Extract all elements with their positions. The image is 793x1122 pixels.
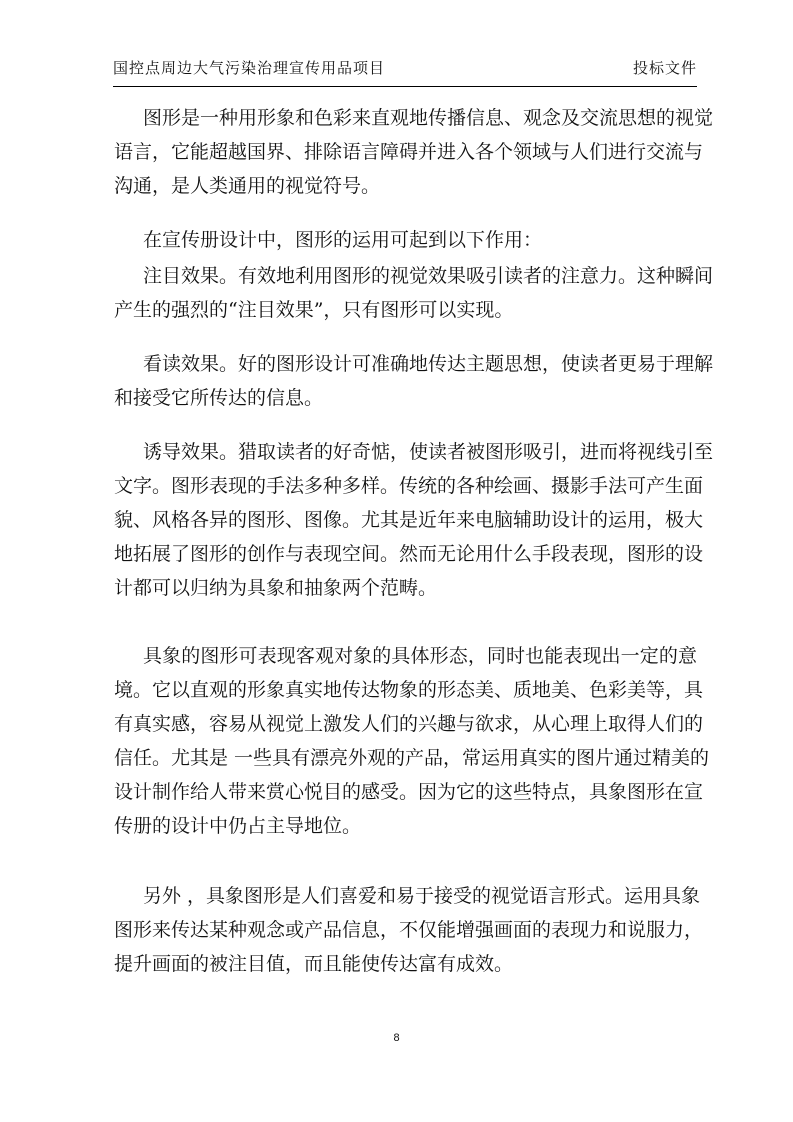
- paragraph: [114, 347, 714, 415]
- paragraph-line: 设计制作给人带来赏心悦目的感受。因为它的这些特点，具象图形在宣: [114, 781, 704, 803]
- paragraph-line: 提升画面的被注目值，而且能使传达富有成效。: [114, 953, 514, 975]
- paragraph: [114, 223, 697, 257]
- paragraph-line: 信任。尤其是 一些具有漂亮外观的产品，常运用真实的图片通过精美的: [114, 747, 710, 769]
- header-project-title: 国控点周边大气污染治理宣传用品项目: [113, 59, 386, 77]
- paragraph-line: 在宣传册设计中，图形的运用可起到以下作用：: [143, 229, 543, 251]
- paragraph: [114, 435, 714, 605]
- header-document-type: 投标文件: [632, 59, 697, 77]
- page-number: 8: [393, 1032, 400, 1044]
- paragraph-line: 诱导效果。猎取读者的好奇惦，使读者被图形吸引，进而将视线引至: [143, 441, 714, 463]
- paragraph-line: 具象的图形可表现客观对象的具体形态，同时也能表现出一定的意: [143, 645, 697, 667]
- paragraph-line: 计都可以归纳为具象和抽象两个范畴。: [114, 577, 438, 599]
- paragraph: [114, 879, 704, 981]
- paragraph-line: 地拓展了图形的创作与表现空间。然而无论用什么手段表现，图形的设: [114, 543, 704, 565]
- paragraph-line: 和接受它所传达的信息。: [114, 387, 324, 409]
- paragraph: [114, 639, 710, 843]
- paragraph-line: 文字。图形表现的手法多种多样。传统的各种绘画、摄影手法可产生面: [114, 475, 704, 497]
- header-rule: [113, 86, 697, 87]
- paragraph-line: 产生的强烈的“注目效果”，只有图形可以实现。: [114, 299, 514, 321]
- paragraph-line: 图形是一种用形象和色彩来直观地传播信息、观念及交流思想的视觉: [143, 107, 714, 129]
- paragraph-line: 貌、风格各异的图形、图像。尤其是近年来电脑辅助设计的运用，极大: [114, 509, 704, 531]
- paragraph-line: 传册的设计中仍占主导地位。: [114, 815, 362, 837]
- paragraph-line: 有真实感，容易从视觉上激发人们的兴趣与欲求，从心理上取得人们的: [114, 713, 704, 735]
- paragraph-line: 注目效果。有效地利用图形的视觉效果吸引读者的注意力。这种瞬间: [143, 265, 714, 287]
- paragraph-line: 图形来传达某种观念或产品信息，不仅能增强画面的表现力和说服力，: [114, 919, 704, 941]
- paragraph-line: 沟通，是人类通用的视觉符号。: [114, 175, 381, 197]
- paragraph-line: 另外 ，具象图形是人们喜爱和易于接受的视觉语言形式。运用具象: [143, 885, 701, 907]
- paragraph-line: 看读效果。好的图形设计可准确地传达主题思想，使读者更易于理解: [143, 353, 714, 375]
- paragraph: [114, 101, 714, 203]
- page-header: [113, 57, 697, 79]
- paragraph-line: 语言，它能超越国界、排除语言障碍并进入各个领域与人们进行交流与: [114, 141, 704, 163]
- paragraph-line: 境。它以直观的形象真实地传达物象的形态美、质地美、色彩美等，具: [114, 679, 704, 701]
- paragraph: [114, 259, 714, 327]
